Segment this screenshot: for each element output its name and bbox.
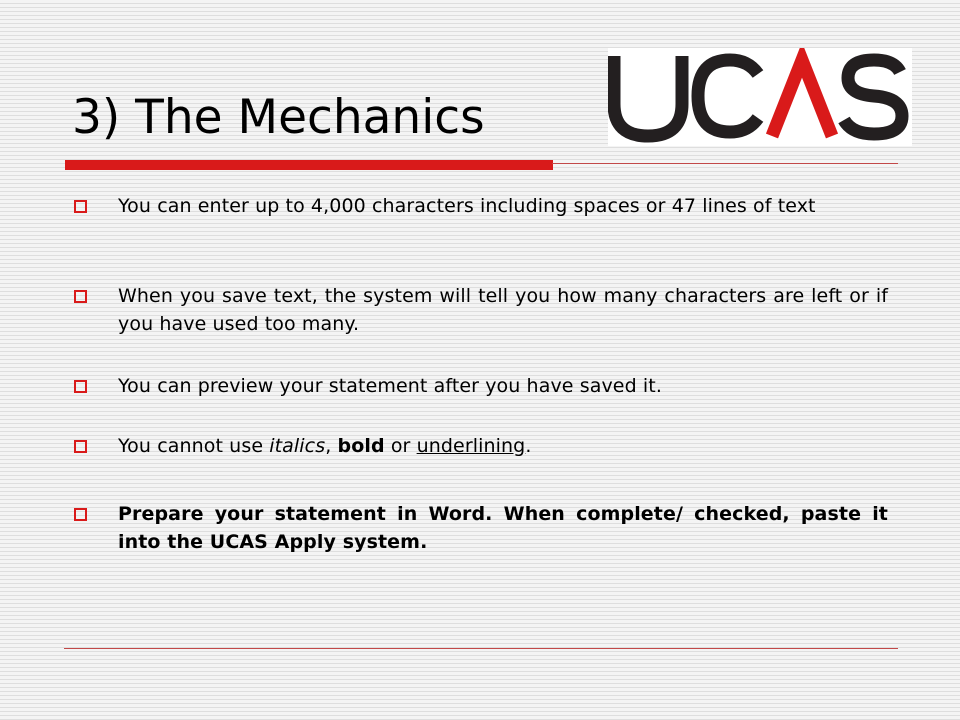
header-rule (552, 163, 898, 164)
italics-example: italics (269, 435, 326, 457)
bullet-text-separator: , (325, 435, 338, 457)
square-bullet-icon (74, 380, 87, 393)
footer-rule (64, 648, 898, 649)
bullet-item (72, 500, 888, 556)
square-bullet-icon (74, 440, 87, 453)
bullet-item (72, 282, 888, 338)
bullet-text-prefix: You cannot use (118, 435, 270, 457)
bullet-text: When you save text, the system will tell you how many characters are left or if you have used too many. (118, 285, 888, 335)
title-underline-bar (65, 160, 553, 170)
bullet-item (72, 192, 888, 220)
ucas-logo (608, 48, 912, 146)
ucas-logo-icon (608, 48, 912, 146)
bullet-item (72, 372, 888, 400)
underline-example: underlining (416, 435, 526, 457)
bold-example: bold (337, 435, 385, 457)
bullet-text-suffix: . (525, 435, 532, 457)
bullet-text (118, 432, 888, 460)
bullet-text: Prepare your statement in Word. When complete/ checked, paste it into the UCAS Apply system. (118, 503, 888, 553)
bullet-item (72, 432, 888, 460)
bullet-text-separator: or (384, 435, 417, 457)
square-bullet-icon (74, 508, 87, 521)
square-bullet-icon (74, 290, 87, 303)
slide-title: 3) The Mechanics (72, 90, 485, 145)
square-bullet-icon (74, 200, 87, 213)
bullet-text: You can preview your statement after you have saved it. (118, 375, 662, 397)
bullet-text: You can enter up to 4,000 characters including spaces or 47 lines of text (118, 195, 816, 217)
